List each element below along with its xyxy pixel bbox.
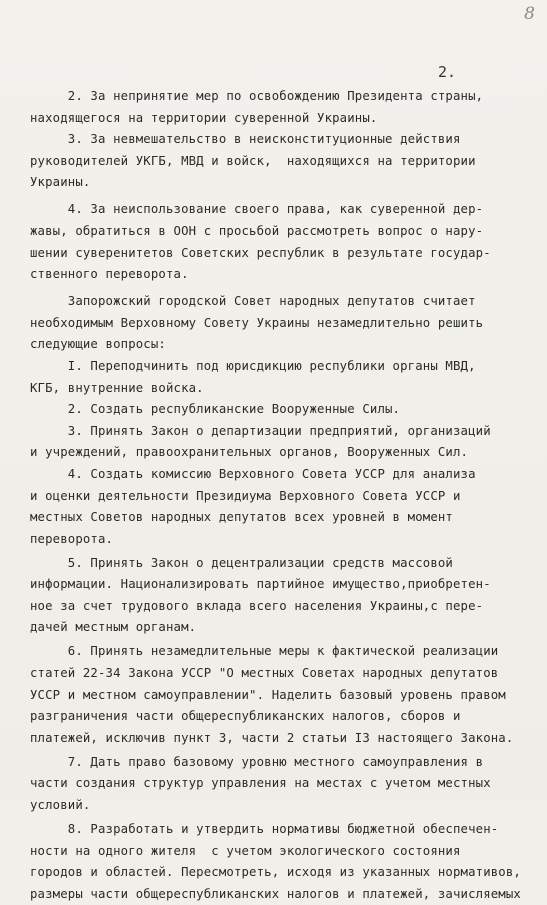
text-line: и учреждений, правоохранительных органов, Вооруженных Сил. [30,445,469,460]
text-line: размеры части общереспубликанских налогов и платежей, зачисляемых [30,886,521,901]
text-line: и оценки деятельности Президиума Верховного Совета УССР и [30,488,461,503]
text-line: 3. Принять Закон о департизации предприятий, организаций [30,423,491,438]
text-line: жавы, обратиться в ООН с просьбой рассмотреть вопрос о нару- [30,223,484,238]
text-line: информации. Национализировать партийное имущество,приобретен- [30,577,491,592]
text-line: I. Переподчинить под юрисдикцию республики органы МВД, [30,358,476,373]
text-line: части создания структур управления на местах с учетом местных [30,776,491,791]
text-line: 2. За непринятие мер по освобождению Президента страны, [30,89,484,103]
text-line: ственного переворота. [30,267,189,282]
text-line: 8. Разработать и утвердить нормативы бюджетной обеспечен- [30,822,499,837]
text-line: 4. За неиспользование своего права, как суверенной дер- [30,202,484,217]
text-line: городов и областей. Пересмотреть, исходя из указанных нормативов, [30,865,521,880]
archive-sheet-number: 8 [524,4,535,24]
text-line: 2. Создать республиканские Вооруженные Силы. [30,402,401,417]
text-line: платежей, исключив пункт 3, части 2 статьи I3 настоящего Закона. [30,730,514,745]
text-line: КГБ, внутренние войска. [30,380,204,395]
text-line: местных Советов народных депутатов всех уровней в момент [30,510,453,525]
text-line: переворота. [30,531,114,546]
text-line: необходимым Верховному Совету Украины незамедлительно решить [30,315,484,330]
text-line: ное за счет трудового вклада всего населения Украины,с пере- [30,598,484,613]
text-line: УССР и местном самоуправлении". Наделить базовый уровень правом [30,687,506,702]
text-line: 3. За невмешательство в неисконституционные действия [30,132,461,147]
text-line: шении суверенитетов Советских республик в результате государ- [30,245,491,260]
text-line: статей 22-34 Закона УССР "О местных Советах народных депутатов [30,666,499,681]
text-line: разграничения части общереспубликанских налогов, сборов и [30,709,461,724]
text-line: 7. Дать право базовому уровню местного самоуправления в [30,754,484,769]
text-line: руководителей УКГБ, МВД и войск, находящихся на территории [30,153,476,168]
page-number: 2. [438,63,457,81]
document-body [30,86,530,905]
text-line: условий. [30,798,91,813]
text-line: Украины. [30,175,91,190]
text-line: находящегося на территории суверенной Украины. [30,110,378,125]
text-line: Запорожский городской Совет народных депутатов считает [30,294,476,309]
text-line: 5. Принять Закон о децентрализации средств массовой [30,555,453,570]
text-line: дачей местным органам. [30,620,197,635]
text-line: следующие вопросы: [30,337,166,352]
text-line: ности на одного жителя с учетом экологического состояния [30,843,461,858]
text-line: 4. Создать комиссию Верховного Совета УССР для анализа [30,466,476,481]
text-line: 6. Принять незамедлительные меры к фактической реализации [30,644,499,659]
